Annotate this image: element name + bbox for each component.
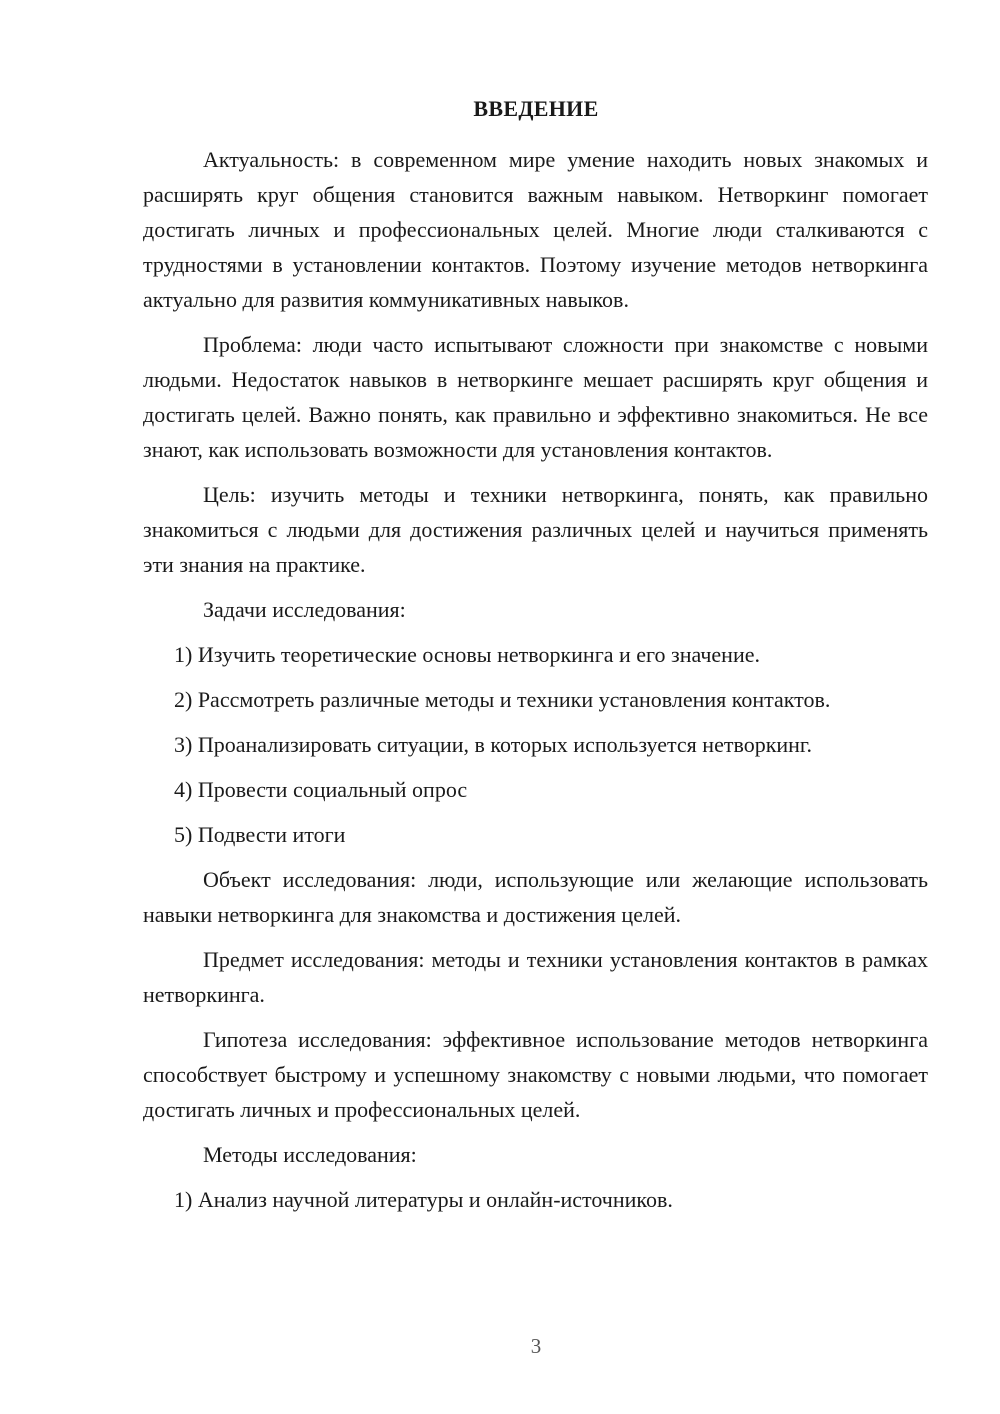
tasks-heading: Задачи исследования: [203,597,406,622]
task-item: 5) Подвести итоги [174,822,346,847]
task-item: 3) Проанализировать ситуации, в которых используется нетворкинг. [174,732,812,757]
section-title: ВВЕДЕНИЕ [473,96,599,121]
method-item: 1) Анализ научной литературы и онлайн-источников. [174,1187,673,1212]
task-item: 4) Провести социальный опрос [174,777,468,802]
document-body [143,142,928,1227]
page-number: 3 [530,1334,542,1358]
relevance-paragraph: Актуальность: в современном мире умение находить новых знакомых и расширять круг общения становится важным навыком. Нетворкинг помогает достигать личных и профессиональных целей. Многие люди сталкиваются с трудностями в установлении контактов. Поэтому изучение методов нетворкинга актуально для развития коммуникативных навыков. [143,147,928,312]
problem-paragraph: Проблема: люди часто испытывают сложности при знакомстве с новыми людьми. Недостаток навыков в нетворкинге мешает расширять круг общения и достигать целей. Важно понять, как правильно и эффективно знакомиться. Не все знают, как использовать возможности для установления контактов. [143,332,928,462]
subject-paragraph: Предмет исследования: методы и техники установления контактов в рамках нетворкинга. [143,947,928,1007]
methods-heading: Методы исследования: [203,1142,417,1167]
hypothesis-paragraph: Гипотеза исследования: эффективное использование методов нетворкинга способствует быстрому и успешному знакомству с новыми людьми, что помогает достигать личных и профессиональных целей. [143,1027,928,1122]
goal-paragraph: Цель: изучить методы и техники нетворкинга, понять, как правильно знакомиться с людьми для достижения различных целей и научиться применять эти знания на практике. [143,482,928,577]
task-item: 1) Изучить теоретические основы нетворкинга и его значение. [174,642,760,667]
object-paragraph: Объект исследования: люди, использующие или желающие использовать навыки нетворкинга для знакомства и достижения целей. [143,867,928,927]
task-item: 2) Рассмотреть различные методы и техники установления контактов. [174,687,831,712]
